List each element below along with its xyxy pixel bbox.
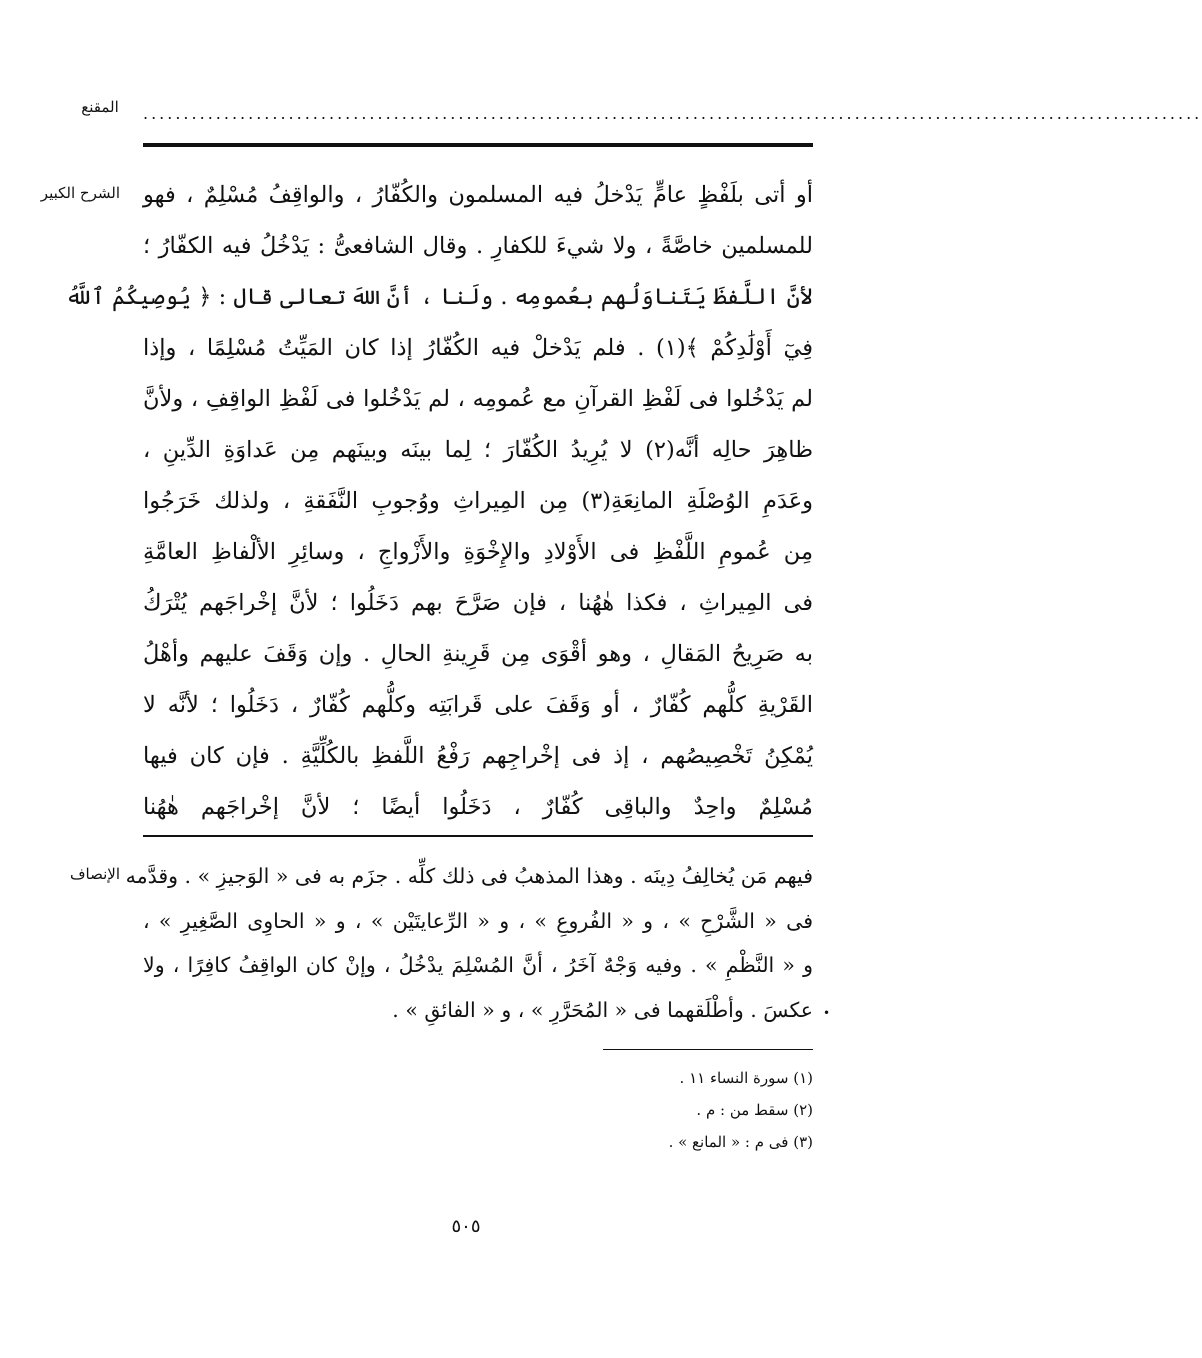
header-dotted-leader: ................................................................................................................................... <box>143 104 1202 123</box>
text-line: لأنَّ اللَّفظَ يَتَناوَلُهم بعُمومِه . ولَنا ، أنَّ اللهَ تعالى قال : ﴿ يُوصِيكُمُ ٱللَّهُ <box>65 284 813 310</box>
section-divider-rule <box>143 835 813 837</box>
text-line: و « النَّظْمِ » . وفيه وَجْهٌ آخَرُ ، أنَّ المُسْلِمَ يدْخُلُ ، وإنْ كان الواقِفُ كافِرًا ، ولا <box>143 953 813 977</box>
text-line: فى « الشَّرْحِ » ، و « الفُروعِ » ، و « الرِّعايتَيْن » ، و « الحاوِى الصَّغِيرِ » ، <box>143 908 813 933</box>
text-line: فى المِيراثِ ، فكذا هٰهُنا ، فإن صَرَّحَ بهم دَخَلُوا ؛ لأنَّ إخْراجَهم يُتْرَكُ <box>143 590 813 616</box>
footnote-rule <box>603 1049 813 1050</box>
footnotes <box>563 1062 813 1158</box>
text-line: لم يَدْخُلوا فى لَفْظِ القرآنِ مع عُمومِه ، لم يَدْخُلوا فى لَفْظِ الواقِفِ ، ولأنَّ <box>143 386 813 412</box>
running-header-title: المقنع <box>81 98 119 116</box>
text-line: عكسَ . وأطْلَقهما فى « المُحَرَّرِ » ، و « الفائقِ » . <box>392 997 813 1022</box>
text-line: وعَدَمِ الوُصْلَةِ المانِعَةِ(٣) مِن المِيراثِ ووُجوبِ النَّفَقةِ ، ولذلك خَرَجُوا <box>143 488 813 514</box>
margin-label-sharh: الشرح الكبير <box>40 184 120 202</box>
footnote: (٢) سقط من : م . <box>696 1101 813 1119</box>
margin-label-insaf: الإنصاف <box>69 865 120 883</box>
text-line: مِن عُمومِ اللَّفْظِ فى الأَوْلادِ والإِخْوَةِ والأَزْواجِ ، وسائِرِ الألْفاظِ العامَّةِ <box>143 539 813 565</box>
text-line: به صَرِيحُ المَقالِ ، وهو أقْوَى مِن قَرِينةِ الحالِ . وإن وَقَفَ عليهم وأهْلُ <box>143 641 813 667</box>
text-line: ظاهِرَ حالِه أنَّه(٢) لا يُرِيدُ الكُفّارَ ؛ لِما بينَه وبينَهم مِن عَداوَةِ الدِّينِ ، <box>143 437 813 463</box>
text-line: للمسلمين خاصَّةً ، ولا شيءَ للكفارِ . وقال الشافعىُّ : يَدْخُلُ فيه الكفّارُ ؛ <box>143 233 813 259</box>
page-number: ٥٠٥ <box>451 1216 481 1237</box>
paragraph-end-marker: • <box>823 1006 831 1020</box>
footnote: (٣) فى م : « المانع » . <box>668 1133 813 1151</box>
text-line: فيهم مَن يُخالِفُ دِينَه . وهذا المذهبُ فى ذلك كلِّه . جزَم به فى « الوَجيزِ » . وقدَّمه <box>125 864 813 888</box>
footnote: (١) سورة النساء ١١ . <box>679 1069 813 1087</box>
text-line: مُسْلِمٌ واحِدٌ والباقِى كُفّارٌ ، دَخَلُوا أيضًا ؛ لأنَّ إخْراجَهم هٰهُنا <box>143 794 813 820</box>
header-rule <box>143 143 813 147</box>
text-line: أو أتى بلَفْظٍ عامٍّ يَدْخلُ فيه المسلمون والكُفّارُ ، والواقِفُ مُسْلِمٌ ، فهو <box>143 182 813 208</box>
text-line: يُمْكِنُ تَخْصِيصُهم ، إذ فى إخْراجِهم رَفْعُ اللَّفظِ بالكُلِّيَّةِ . فإن كان فيها <box>143 743 813 769</box>
insaf-text <box>125 854 813 1032</box>
text-line: فِيٓ أَوْلَٰدِكُمْ ﴾(١) . فلم يَدْخلْ فيه الكُفّارُ إذا كان المَيِّتُ مُسْلِمًا ، وإذا <box>143 335 813 361</box>
text-line: القَرْيةِ كلُّهم كُفّارٌ ، أو وَقَفَ على قَرابَتِه وكلُّهم كُفّارٌ ، دَخَلُوا ؛ لأنَّه لا <box>143 692 813 718</box>
